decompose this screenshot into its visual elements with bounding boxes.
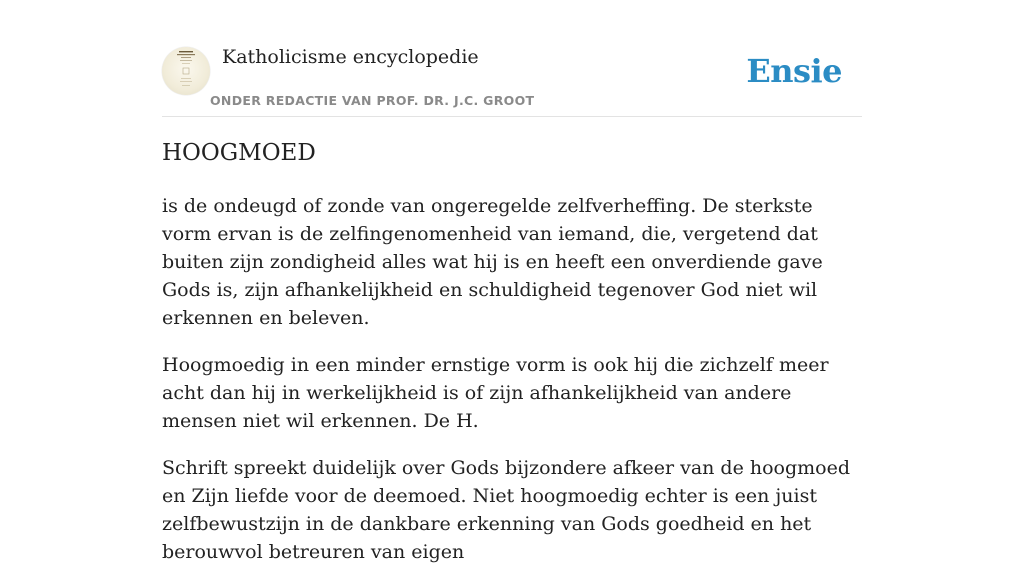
book-cover-icon[interactable]	[162, 47, 210, 95]
entry-title: HOOGMOED	[162, 140, 316, 166]
brand-logo[interactable]: Ensie	[746, 52, 842, 90]
book-title[interactable]: Katholicisme encyclopedie	[222, 46, 479, 68]
entry-paragraph: Schrift spreekt duidelijk over Gods bijzondere afkeer van de hoogmoed en Zijn liefde voor de deemoed. Niet hoogmoedig echter is een juist zelfbewustzijn in de dankbare erkenning van Gods goedheid en het berouwvol betreuren van eigen	[162, 457, 851, 563]
entry-body	[162, 192, 866, 585]
entry-paragraph: is de ondeugd of zonde van ongeregelde zelfverheffing. De sterkste vorm ervan is de zelfingenomenheid van iemand, die, vergetend dat buiten zijn zondigheid alles wat hij is en heeft een onverdiende gave Gods is, zijn afhankelijkheid en schuldigheid tegenover God niet wil erkennen en beleven.	[162, 195, 823, 329]
entry-paragraph: Hoogmoedig in een minder ernstige vorm is ook hij die zichzelf meer acht dan hij in werkelijkheid is of zijn afhankelijkheid van andere mensen niet wil erkennen. De H.	[162, 354, 829, 432]
site-header	[162, 40, 862, 117]
editor-credit: ONDER REDACTIE VAN PROF. DR. J.C. GROOT	[210, 93, 535, 108]
